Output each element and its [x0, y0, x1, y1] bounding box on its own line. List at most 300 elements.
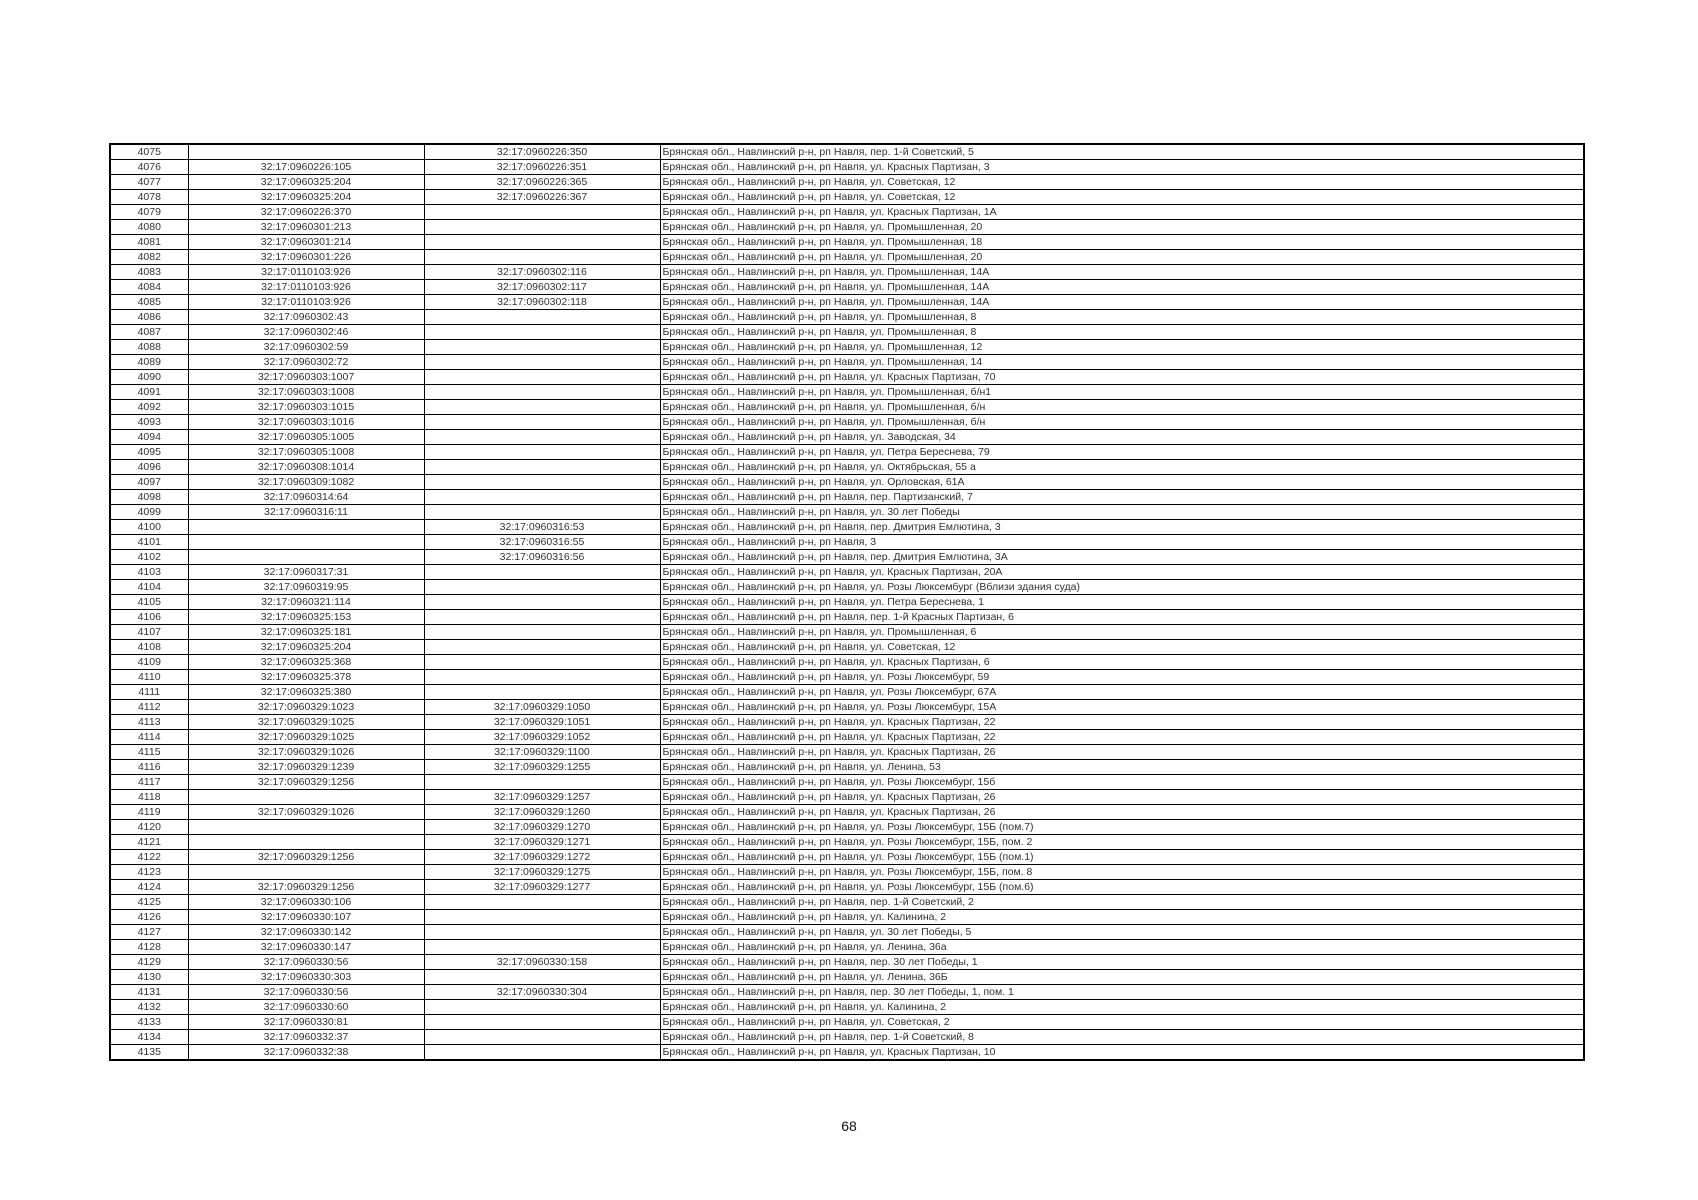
object-number-cell [424, 775, 660, 790]
object-number-cell [424, 940, 660, 955]
table-row [110, 400, 1584, 415]
address-cell: Брянская обл., Навлинский р-н, рп Навля, ул. Советская, 12 [660, 640, 1584, 655]
address-cell: Брянская обл., Навлинский р-н, рп Навля, ул. Промышленная, 18 [660, 235, 1584, 250]
address-cell: Брянская обл., Навлинский р-н, рп Навля, ул. Промышленная, 14А [660, 265, 1584, 280]
parcel-number-cell: 32:17:0960301:213 [188, 220, 424, 235]
object-number-cell [424, 385, 660, 400]
object-number-cell: 32:17:0960330:304 [424, 985, 660, 1000]
parcel-number-cell [188, 865, 424, 880]
row-number-cell: 4109 [110, 655, 188, 670]
table-row [110, 475, 1584, 490]
parcel-number-cell: 32:17:0960329:1239 [188, 760, 424, 775]
table-row [110, 445, 1584, 460]
table-row [110, 565, 1584, 580]
table-row [110, 175, 1584, 190]
table-row [110, 235, 1584, 250]
address-cell: Брянская обл., Навлинский р-н, рп Навля, ул. 30 лет Победы [660, 505, 1584, 520]
table-row [110, 220, 1584, 235]
table-row [110, 144, 1584, 160]
parcel-number-cell: 32:17:0110103:926 [188, 295, 424, 310]
object-number-cell [424, 460, 660, 475]
table-row [110, 370, 1584, 385]
row-number-cell: 4127 [110, 925, 188, 940]
table-row [110, 265, 1584, 280]
parcel-number-cell: 32:17:0960325:378 [188, 670, 424, 685]
row-number-cell: 4120 [110, 820, 188, 835]
address-cell: Брянская обл., Навлинский р-н, рп Навля, ул. Петра Береснева, 1 [660, 595, 1584, 610]
table-row [110, 715, 1584, 730]
parcel-number-cell: 32:17:0960301:226 [188, 250, 424, 265]
address-cell: Брянская обл., Навлинский р-н, рп Навля, ул. Красных Партизан, 26 [660, 805, 1584, 820]
table-row [110, 925, 1584, 940]
row-number-cell: 4096 [110, 460, 188, 475]
parcel-number-cell: 32:17:0960226:105 [188, 160, 424, 175]
table-row [110, 880, 1584, 895]
address-cell: Брянская обл., Навлинский р-н, рп Навля, ул. Красных Партизан, 20А [660, 565, 1584, 580]
address-cell: Брянская обл., Навлинский р-н, рп Навля, ул. Промышленная, 8 [660, 325, 1584, 340]
row-number-cell: 4107 [110, 625, 188, 640]
row-number-cell: 4121 [110, 835, 188, 850]
parcel-number-cell: 32:17:0960325:204 [188, 640, 424, 655]
address-cell: Брянская обл., Навлинский р-н, рп Навля, ул. Розы Люксембург, 15Б (пом.7) [660, 820, 1584, 835]
object-number-cell: 32:17:0960329:1100 [424, 745, 660, 760]
row-number-cell: 4092 [110, 400, 188, 415]
object-number-cell [424, 685, 660, 700]
address-cell: Брянская обл., Навлинский р-н, рп Навля, пер. 1-й Советский, 5 [660, 144, 1584, 160]
row-number-cell: 4125 [110, 895, 188, 910]
address-cell: Брянская обл., Навлинский р-н, рп Навля, ул. Ленина, 36а [660, 940, 1584, 955]
registry-table-container [109, 143, 1585, 1061]
parcel-number-cell: 32:17:0960302:72 [188, 355, 424, 370]
row-number-cell: 4117 [110, 775, 188, 790]
table-row [110, 190, 1584, 205]
row-number-cell: 4129 [110, 955, 188, 970]
row-number-cell: 4115 [110, 745, 188, 760]
address-cell: Брянская обл., Навлинский р-н, рп Навля, ул. Розы Люксембург, 67А [660, 685, 1584, 700]
object-number-cell [424, 910, 660, 925]
parcel-number-cell: 32:17:0960305:1008 [188, 445, 424, 460]
address-cell: Брянская обл., Навлинский р-н, рп Навля, ул. Промышленная, б/н [660, 400, 1584, 415]
table-row [110, 355, 1584, 370]
object-number-cell: 32:17:0960329:1275 [424, 865, 660, 880]
object-number-cell [424, 595, 660, 610]
address-cell: Брянская обл., Навлинский р-н, рп Навля, ул. Заводская, 34 [660, 430, 1584, 445]
table-row [110, 205, 1584, 220]
table-row [110, 610, 1584, 625]
object-number-cell [424, 925, 660, 940]
row-number-cell: 4091 [110, 385, 188, 400]
parcel-number-cell: 32:17:0960226:370 [188, 205, 424, 220]
parcel-number-cell [188, 790, 424, 805]
object-number-cell [424, 505, 660, 520]
table-row [110, 340, 1584, 355]
parcel-number-cell: 32:17:0960316:11 [188, 505, 424, 520]
address-cell: Брянская обл., Навлинский р-н, рп Навля, ул. Промышленная, 14А [660, 295, 1584, 310]
page-number: 68 [841, 1118, 857, 1134]
parcel-number-cell: 32:17:0960303:1007 [188, 370, 424, 385]
address-cell: Брянская обл., Навлинский р-н, рп Навля, ул. Промышленная, 6 [660, 625, 1584, 640]
object-number-cell: 32:17:0960329:1272 [424, 850, 660, 865]
row-number-cell: 4076 [110, 160, 188, 175]
object-number-cell [424, 580, 660, 595]
object-number-cell: 32:17:0960329:1051 [424, 715, 660, 730]
table-row [110, 1015, 1584, 1030]
object-number-cell [424, 430, 660, 445]
address-cell: Брянская обл., Навлинский р-н, рп Навля, ул. Красных Партизан, 26 [660, 745, 1584, 760]
parcel-number-cell: 32:17:0960330:106 [188, 895, 424, 910]
object-number-cell: 32:17:0960329:1050 [424, 700, 660, 715]
row-number-cell: 4112 [110, 700, 188, 715]
table-row [110, 625, 1584, 640]
object-number-cell: 32:17:0960316:55 [424, 535, 660, 550]
object-number-cell: 32:17:0960329:1257 [424, 790, 660, 805]
parcel-number-cell: 32:17:0960332:37 [188, 1030, 424, 1045]
row-number-cell: 4087 [110, 325, 188, 340]
parcel-number-cell [188, 535, 424, 550]
table-row [110, 670, 1584, 685]
table-row [110, 850, 1584, 865]
table-row [110, 1045, 1584, 1061]
parcel-number-cell: 32:17:0960329:1025 [188, 730, 424, 745]
object-number-cell [424, 1000, 660, 1015]
table-row [110, 160, 1584, 175]
object-number-cell [424, 490, 660, 505]
parcel-number-cell: 32:17:0960317:31 [188, 565, 424, 580]
object-number-cell [424, 1015, 660, 1030]
row-number-cell: 4128 [110, 940, 188, 955]
table-row [110, 640, 1584, 655]
address-cell: Брянская обл., Навлинский р-н, рп Навля, ул. Промышленная, 14А [660, 280, 1584, 295]
parcel-number-cell: 32:17:0960329:1026 [188, 805, 424, 820]
parcel-number-cell [188, 835, 424, 850]
object-number-cell [424, 400, 660, 415]
address-cell: Брянская обл., Навлинский р-н, рп Навля, ул. Октябрьская, 55 а [660, 460, 1584, 475]
object-number-cell: 32:17:0960329:1052 [424, 730, 660, 745]
row-number-cell: 4080 [110, 220, 188, 235]
table-row [110, 970, 1584, 985]
parcel-number-cell: 32:17:0960321:114 [188, 595, 424, 610]
table-row [110, 415, 1584, 430]
parcel-number-cell: 32:17:0960303:1008 [188, 385, 424, 400]
row-number-cell: 4134 [110, 1030, 188, 1045]
object-number-cell: 32:17:0960226:367 [424, 190, 660, 205]
parcel-number-cell: 32:17:0960330:142 [188, 925, 424, 940]
table-row [110, 490, 1584, 505]
row-number-cell: 4097 [110, 475, 188, 490]
row-number-cell: 4081 [110, 235, 188, 250]
object-number-cell [424, 250, 660, 265]
parcel-number-cell: 32:17:0960302:43 [188, 310, 424, 325]
table-row [110, 805, 1584, 820]
table-row [110, 430, 1584, 445]
table-row [110, 835, 1584, 850]
row-number-cell: 4118 [110, 790, 188, 805]
parcel-number-cell: 32:17:0960325:181 [188, 625, 424, 640]
object-number-cell [424, 325, 660, 340]
address-cell: Брянская обл., Навлинский р-н, рп Навля, ул. Розы Люксембург, 15Б, пом. 2 [660, 835, 1584, 850]
table-row [110, 910, 1584, 925]
table-row [110, 505, 1584, 520]
table-row [110, 655, 1584, 670]
row-number-cell: 4124 [110, 880, 188, 895]
address-cell: Брянская обл., Навлинский р-н, рп Навля, ул. Красных Партизан, 6 [660, 655, 1584, 670]
row-number-cell: 4089 [110, 355, 188, 370]
parcel-number-cell: 32:17:0960319:95 [188, 580, 424, 595]
row-number-cell: 4111 [110, 685, 188, 700]
address-cell: Брянская обл., Навлинский р-н, рп Навля, пер. Дмитрия Емлютина, 3А [660, 550, 1584, 565]
table-row [110, 250, 1584, 265]
address-cell: Брянская обл., Навлинский р-н, рп Навля, пер. Дмитрия Емлютина, 3 [660, 520, 1584, 535]
table-row [110, 895, 1584, 910]
table-row [110, 535, 1584, 550]
row-number-cell: 4102 [110, 550, 188, 565]
address-cell: Брянская обл., Навлинский р-н, рп Навля, ул. 30 лет Победы, 5 [660, 925, 1584, 940]
parcel-number-cell [188, 520, 424, 535]
table-row [110, 1000, 1584, 1015]
object-number-cell: 32:17:0960226:350 [424, 144, 660, 160]
object-number-cell [424, 205, 660, 220]
parcel-number-cell: 32:17:0960329:1023 [188, 700, 424, 715]
row-number-cell: 4083 [110, 265, 188, 280]
object-number-cell: 32:17:0960329:1260 [424, 805, 660, 820]
parcel-number-cell: 32:17:0960332:38 [188, 1045, 424, 1061]
parcel-number-cell: 32:17:0960301:214 [188, 235, 424, 250]
parcel-number-cell: 32:17:0960303:1015 [188, 400, 424, 415]
row-number-cell: 4119 [110, 805, 188, 820]
parcel-number-cell: 32:17:0960325:368 [188, 655, 424, 670]
row-number-cell: 4126 [110, 910, 188, 925]
address-cell: Брянская обл., Навлинский р-н, рп Навля, ул. Розы Люксембург, 15А [660, 700, 1584, 715]
table-row [110, 310, 1584, 325]
address-cell: Брянская обл., Навлинский р-н, рп Навля, ул. Промышленная, 12 [660, 340, 1584, 355]
parcel-number-cell: 32:17:0960314:64 [188, 490, 424, 505]
table-row [110, 775, 1584, 790]
row-number-cell: 4116 [110, 760, 188, 775]
address-cell: Брянская обл., Навлинский р-н, рп Навля, ул. Розы Люксембург (Вблизи здания суда) [660, 580, 1584, 595]
object-number-cell: 32:17:0960329:1270 [424, 820, 660, 835]
table-row [110, 745, 1584, 760]
object-number-cell [424, 625, 660, 640]
address-cell: Брянская обл., Навлинский р-н, рп Навля, ул. Петра Береснева, 79 [660, 445, 1584, 460]
address-cell: Брянская обл., Навлинский р-н, рп Навля, ул. Красных Партизан, 22 [660, 730, 1584, 745]
parcel-number-cell [188, 144, 424, 160]
object-number-cell [424, 1030, 660, 1045]
address-cell: Брянская обл., Навлинский р-н, рп Навля, ул. Красных Партизан, 3 [660, 160, 1584, 175]
address-cell: Брянская обл., Навлинский р-н, рп Навля, пер. 30 лет Победы, 1, пом. 1 [660, 985, 1584, 1000]
address-cell: Брянская обл., Навлинский р-н, рп Навля, ул. Советская, 12 [660, 190, 1584, 205]
table-row [110, 865, 1584, 880]
parcel-number-cell: 32:17:0960330:56 [188, 955, 424, 970]
parcel-number-cell: 32:17:0960330:56 [188, 985, 424, 1000]
object-number-cell [424, 310, 660, 325]
row-number-cell: 4075 [110, 144, 188, 160]
parcel-number-cell: 32:17:0960330:147 [188, 940, 424, 955]
address-cell: Брянская обл., Навлинский р-н, рп Навля, ул. Розы Люксембург, 15Б, пом. 8 [660, 865, 1584, 880]
row-number-cell: 4106 [110, 610, 188, 625]
address-cell: Брянская обл., Навлинский р-н, рп Навля, ул. Красных Партизан, 22 [660, 715, 1584, 730]
row-number-cell: 4108 [110, 640, 188, 655]
row-number-cell: 4090 [110, 370, 188, 385]
object-number-cell: 32:17:0960226:351 [424, 160, 660, 175]
row-number-cell: 4131 [110, 985, 188, 1000]
object-number-cell: 32:17:0960302:118 [424, 295, 660, 310]
address-cell: Брянская обл., Навлинский р-н, рп Навля, ул. Розы Люксембург, 59 [660, 670, 1584, 685]
object-number-cell [424, 670, 660, 685]
registry-table-body [110, 144, 1584, 1060]
table-row [110, 985, 1584, 1000]
address-cell: Брянская обл., Навлинский р-н, рп Навля, ул. Красных Партизан, 70 [660, 370, 1584, 385]
address-cell: Брянская обл., Навлинский р-н, рп Навля, 3 [660, 535, 1584, 550]
table-row [110, 385, 1584, 400]
object-number-cell: 32:17:0960329:1277 [424, 880, 660, 895]
parcel-number-cell: 32:17:0960330:107 [188, 910, 424, 925]
address-cell: Брянская обл., Навлинский р-н, рп Навля, ул. Красных Партизан, 10 [660, 1045, 1584, 1061]
table-row [110, 295, 1584, 310]
row-number-cell: 4078 [110, 190, 188, 205]
row-number-cell: 4088 [110, 340, 188, 355]
address-cell: Брянская обл., Навлинский р-н, рп Навля, ул. Промышленная, б/н [660, 415, 1584, 430]
object-number-cell: 32:17:0960226:365 [424, 175, 660, 190]
row-number-cell: 4133 [110, 1015, 188, 1030]
parcel-number-cell: 32:17:0960309:1082 [188, 475, 424, 490]
address-cell: Брянская обл., Навлинский р-н, рп Навля, ул. Розы Люксембург, 15Б (пом.1) [660, 850, 1584, 865]
row-number-cell: 4105 [110, 595, 188, 610]
object-number-cell [424, 610, 660, 625]
parcel-number-cell: 32:17:0960329:1026 [188, 745, 424, 760]
table-row [110, 820, 1584, 835]
table-row [110, 280, 1584, 295]
object-number-cell: 32:17:0960329:1271 [424, 835, 660, 850]
parcel-number-cell: 32:17:0960329:1256 [188, 775, 424, 790]
table-row [110, 580, 1584, 595]
row-number-cell: 4095 [110, 445, 188, 460]
address-cell: Брянская обл., Навлинский р-н, рп Навля, пер. Партизанский, 7 [660, 490, 1584, 505]
row-number-cell: 4103 [110, 565, 188, 580]
address-cell: Брянская обл., Навлинский р-н, рп Навля, ул. Калинина, 2 [660, 1000, 1584, 1015]
row-number-cell: 4094 [110, 430, 188, 445]
address-cell: Брянская обл., Навлинский р-н, рп Навля, ул. Розы Люксембург, 15Б (пом.6) [660, 880, 1584, 895]
object-number-cell [424, 370, 660, 385]
address-cell: Брянская обл., Навлинский р-н, рп Навля, пер. 1-й Советский, 8 [660, 1030, 1584, 1045]
parcel-number-cell: 32:17:0110103:926 [188, 265, 424, 280]
row-number-cell: 4130 [110, 970, 188, 985]
parcel-number-cell: 32:17:0960302:59 [188, 340, 424, 355]
parcel-number-cell: 32:17:0960325:204 [188, 190, 424, 205]
table-row [110, 1030, 1584, 1045]
row-number-cell: 4104 [110, 580, 188, 595]
row-number-cell: 4123 [110, 865, 188, 880]
table-row [110, 325, 1584, 340]
object-number-cell [424, 655, 660, 670]
object-number-cell [424, 220, 660, 235]
address-cell: Брянская обл., Навлинский р-н, рп Навля, ул. Промышленная, 8 [660, 310, 1584, 325]
object-number-cell [424, 640, 660, 655]
row-number-cell: 4079 [110, 205, 188, 220]
object-number-cell: 32:17:0960302:117 [424, 280, 660, 295]
row-number-cell: 4093 [110, 415, 188, 430]
parcel-number-cell: 32:17:0960305:1005 [188, 430, 424, 445]
address-cell: Брянская обл., Навлинский р-н, рп Навля, пер. 30 лет Победы, 1 [660, 955, 1584, 970]
object-number-cell [424, 415, 660, 430]
parcel-number-cell: 32:17:0960303:1016 [188, 415, 424, 430]
object-number-cell [424, 340, 660, 355]
row-number-cell: 4085 [110, 295, 188, 310]
address-cell: Брянская обл., Навлинский р-н, рп Навля, ул. Промышленная, б/н1 [660, 385, 1584, 400]
row-number-cell: 4082 [110, 250, 188, 265]
row-number-cell: 4113 [110, 715, 188, 730]
address-cell: Брянская обл., Навлинский р-н, рп Навля, ул. Ленина, 53 [660, 760, 1584, 775]
table-row [110, 685, 1584, 700]
row-number-cell: 4132 [110, 1000, 188, 1015]
object-number-cell: 32:17:0960316:56 [424, 550, 660, 565]
address-cell: Брянская обл., Навлинский р-н, рп Навля, ул. Промышленная, 20 [660, 250, 1584, 265]
row-number-cell: 4114 [110, 730, 188, 745]
address-cell: Брянская обл., Навлинский р-н, рп Навля, ул. Промышленная, 14 [660, 355, 1584, 370]
object-number-cell [424, 565, 660, 580]
table-row [110, 700, 1584, 715]
parcel-number-cell: 32:17:0960325:153 [188, 610, 424, 625]
object-number-cell [424, 355, 660, 370]
object-number-cell [424, 235, 660, 250]
parcel-number-cell: 32:17:0960330:303 [188, 970, 424, 985]
parcel-number-cell: 32:17:0960330:81 [188, 1015, 424, 1030]
parcel-number-cell: 32:17:0960308:1014 [188, 460, 424, 475]
row-number-cell: 4077 [110, 175, 188, 190]
table-row [110, 955, 1584, 970]
table-row [110, 760, 1584, 775]
object-number-cell: 32:17:0960330:158 [424, 955, 660, 970]
row-number-cell: 4086 [110, 310, 188, 325]
address-cell: Брянская обл., Навлинский р-н, рп Навля, пер. 1-й Красных Партизан, 6 [660, 610, 1584, 625]
parcel-number-cell [188, 550, 424, 565]
table-row [110, 460, 1584, 475]
parcel-number-cell: 32:17:0110103:926 [188, 280, 424, 295]
parcel-number-cell: 32:17:0960329:1256 [188, 850, 424, 865]
row-number-cell: 4110 [110, 670, 188, 685]
object-number-cell: 32:17:0960302:116 [424, 265, 660, 280]
parcel-number-cell: 32:17:0960325:204 [188, 175, 424, 190]
table-row [110, 790, 1584, 805]
address-cell: Брянская обл., Навлинский р-н, рп Навля, ул. Ленина, 36Б [660, 970, 1584, 985]
parcel-number-cell [188, 820, 424, 835]
registry-table [109, 143, 1585, 1061]
parcel-number-cell: 32:17:0960330:60 [188, 1000, 424, 1015]
address-cell: Брянская обл., Навлинский р-н, рп Навля, ул. Советская, 12 [660, 175, 1584, 190]
object-number-cell: 32:17:0960316:53 [424, 520, 660, 535]
table-row [110, 940, 1584, 955]
address-cell: Брянская обл., Навлинский р-н, рп Навля, пер. 1-й Советский, 2 [660, 895, 1584, 910]
object-number-cell [424, 1045, 660, 1061]
table-row [110, 730, 1584, 745]
object-number-cell [424, 445, 660, 460]
address-cell: Брянская обл., Навлинский р-н, рп Навля, ул. Калинина, 2 [660, 910, 1584, 925]
object-number-cell [424, 475, 660, 490]
address-cell: Брянская обл., Навлинский р-н, рп Навля, ул. Орловская, 61А [660, 475, 1584, 490]
parcel-number-cell: 32:17:0960325:380 [188, 685, 424, 700]
row-number-cell: 4100 [110, 520, 188, 535]
row-number-cell: 4084 [110, 280, 188, 295]
row-number-cell: 4099 [110, 505, 188, 520]
address-cell: Брянская обл., Навлинский р-н, рп Навля, ул. Советская, 2 [660, 1015, 1584, 1030]
row-number-cell: 4135 [110, 1045, 188, 1061]
address-cell: Брянская обл., Навлинский р-н, рп Навля, ул. Промышленная, 20 [660, 220, 1584, 235]
object-number-cell: 32:17:0960329:1255 [424, 760, 660, 775]
object-number-cell [424, 895, 660, 910]
row-number-cell: 4122 [110, 850, 188, 865]
parcel-number-cell: 32:17:0960329:1256 [188, 880, 424, 895]
parcel-number-cell: 32:17:0960329:1025 [188, 715, 424, 730]
address-cell: Брянская обл., Навлинский р-н, рп Навля, ул. Красных Партизан, 1А [660, 205, 1584, 220]
